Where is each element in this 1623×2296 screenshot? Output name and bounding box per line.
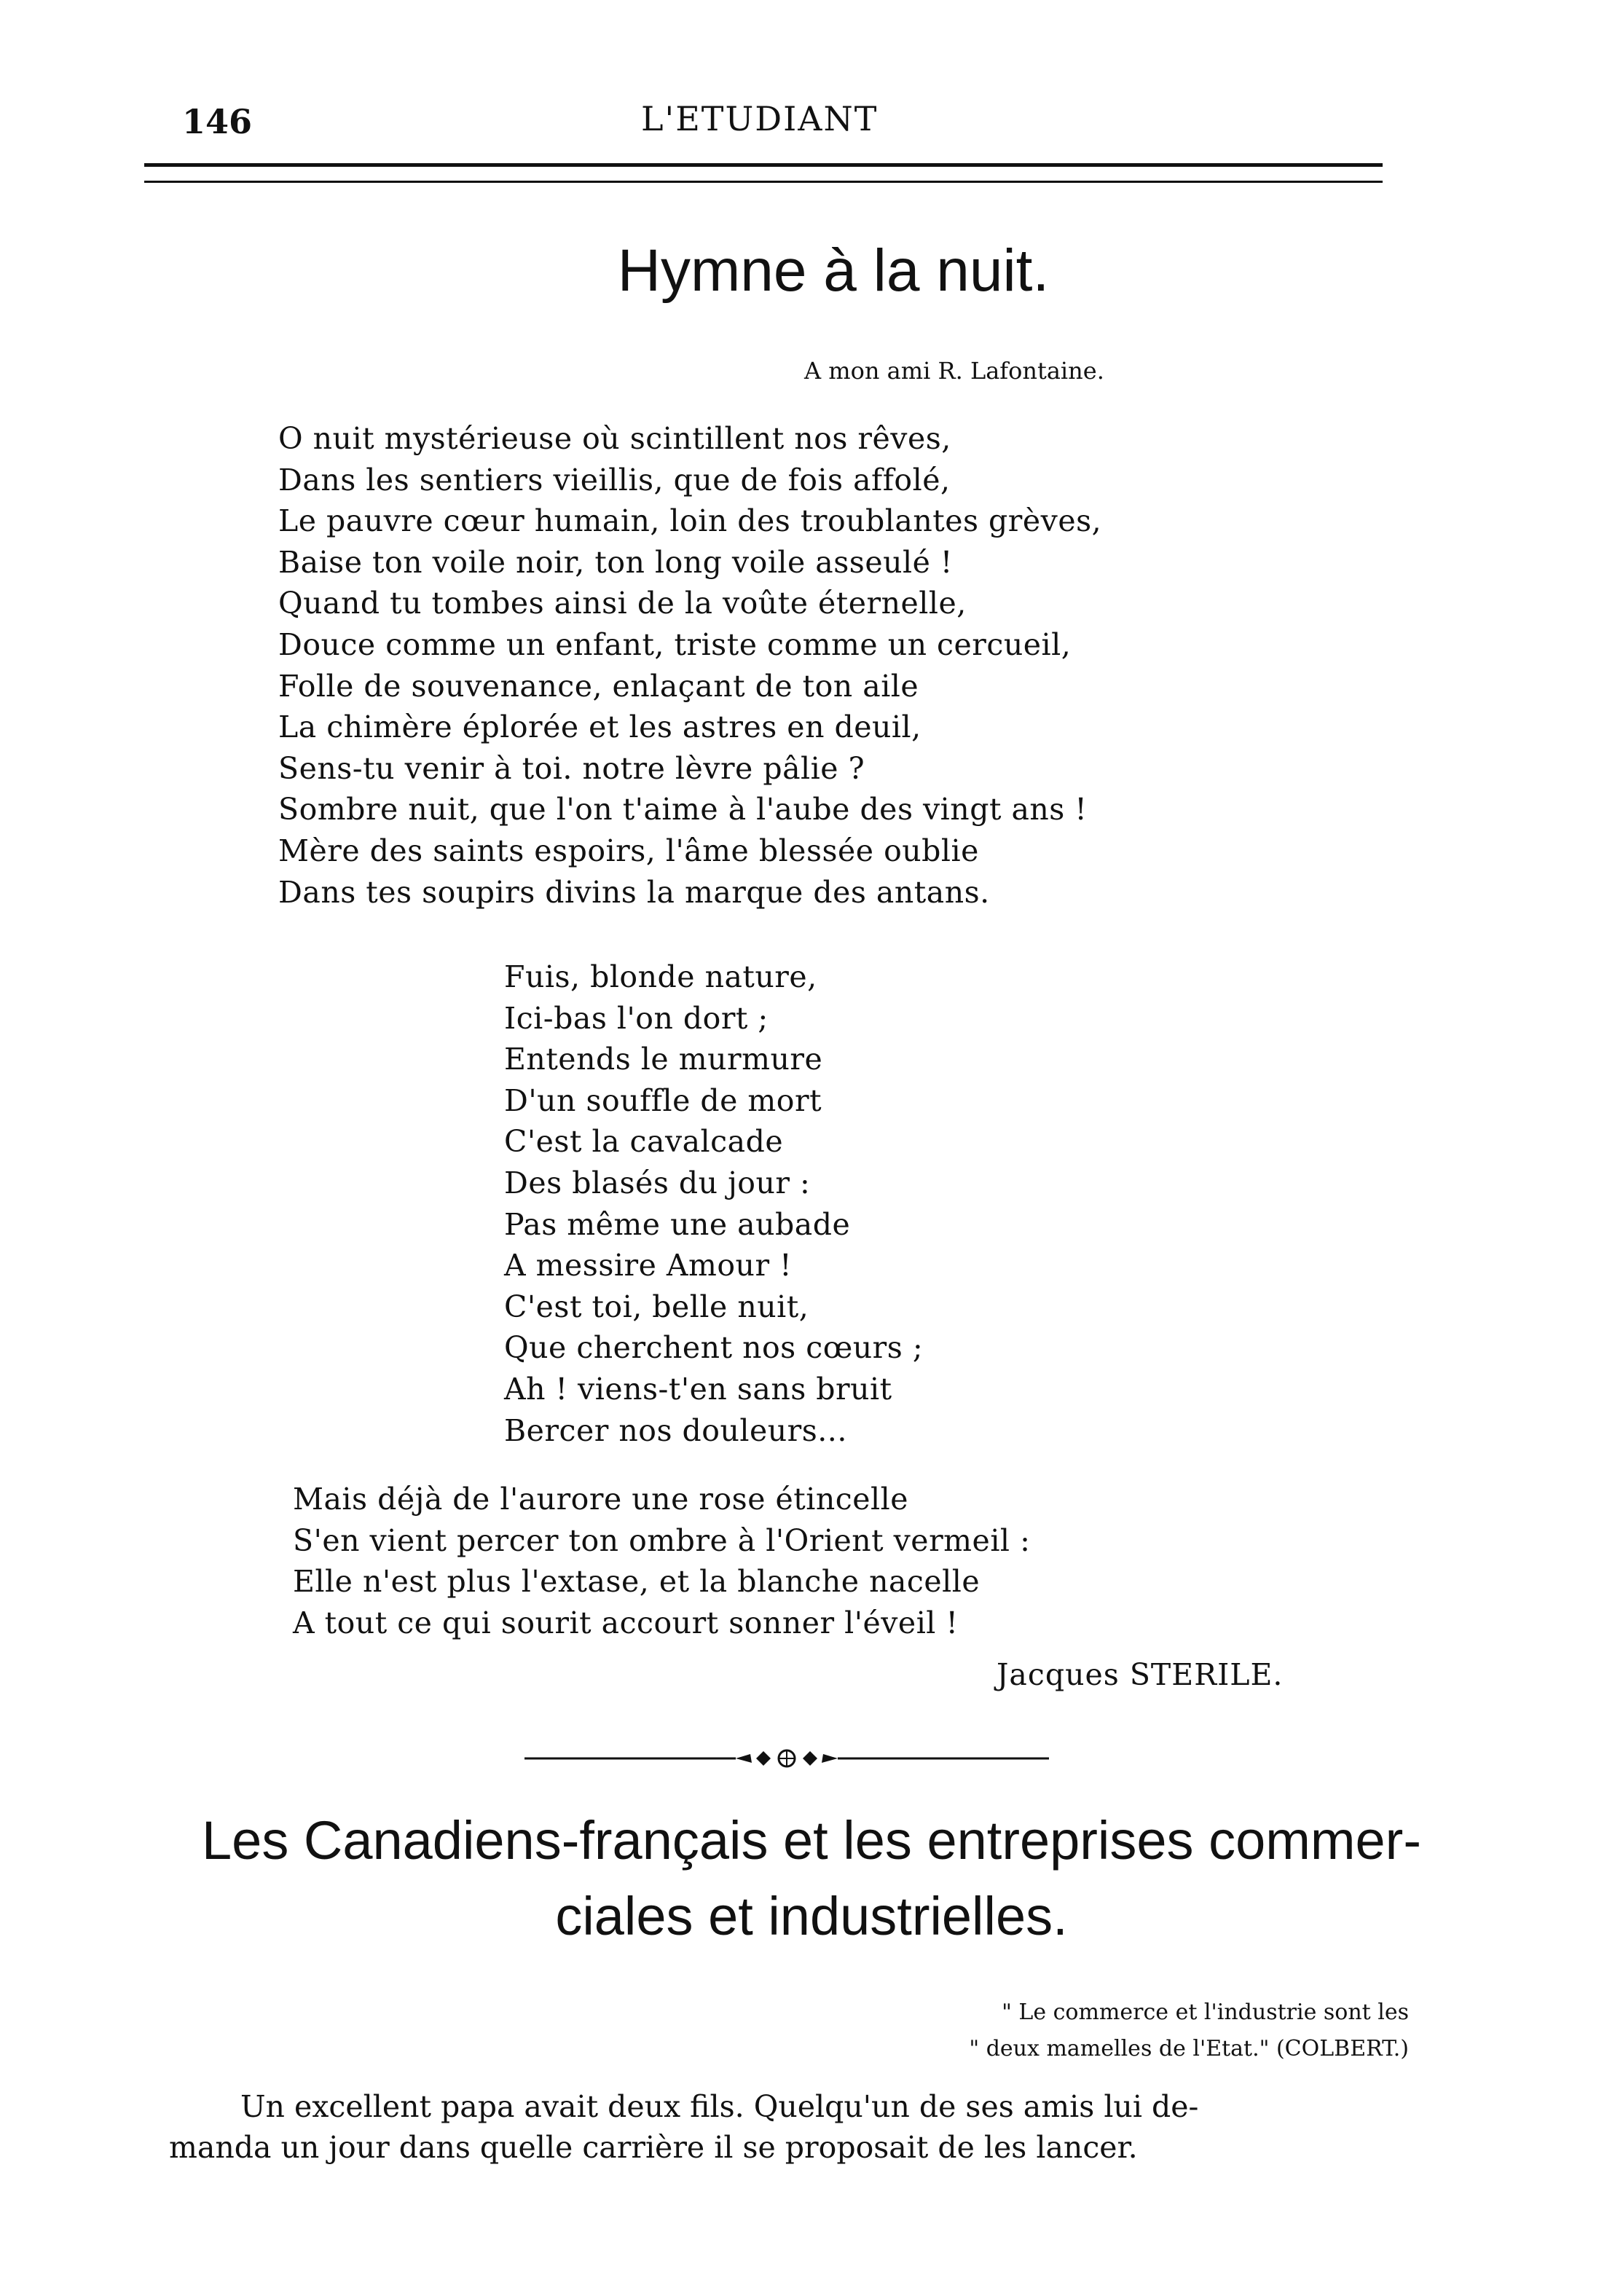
verse-line: Mère des saints espoirs, l'âme blessée oublie <box>278 833 979 868</box>
article-title-line-1: Les Canadiens-français et les entreprises commer- <box>202 1810 1421 1871</box>
paragraph-line: Un excellent papa avait deux fils. Quelqu'un de ses amis lui de- <box>240 2089 1199 2124</box>
verse-line: Le pauvre cœur humain, loin des troublantes grèves, <box>278 503 1102 539</box>
epigraph-line-1: " Le commerce et l'industrie sont les <box>1002 2000 1409 2025</box>
epigraph-line-2: " deux mamelles de l'Etat." (COLBERT.) <box>969 2036 1409 2061</box>
header-rule-top <box>144 163 1383 167</box>
verse-line: Ah ! viens-t'en sans bruit <box>504 1371 892 1407</box>
poem-stanza-3 <box>293 1479 1030 1643</box>
poem-stanza-1 <box>278 418 1101 913</box>
verse-line: A messire Amour ! <box>504 1248 793 1283</box>
poem-dedication: A mon ami R. Lafontaine. <box>804 357 1104 385</box>
page-number: 146 <box>182 102 253 141</box>
verse-line: Dans les sentiers vieillis, que de fois affolé, <box>278 462 951 498</box>
verse-line: C'est la cavalcade <box>504 1124 784 1160</box>
verse-line: Sens-tu venir à toi. notre lèvre pâlie ? <box>278 750 865 786</box>
paragraph-line: manda un jour dans quelle carrière il se proposait de les lancer. <box>169 2130 1138 2165</box>
article-paragraph <box>169 2086 1407 2168</box>
verse-line: Mais déjà de l'aurore une rose étincelle <box>293 1482 908 1517</box>
verse-line: A tout ce qui sourit accourt sonner l'éveil ! <box>293 1605 959 1640</box>
article-title-line-2: ciales et industrielles. <box>555 1886 1068 1946</box>
verse-line: D'un souffle de mort <box>504 1082 822 1118</box>
verse-line: Quand tu tombes ainsi de la voûte éternelle, <box>278 586 967 621</box>
verse-line: O nuit mystérieuse où scintillent nos rêves, <box>278 421 951 456</box>
ornament-divider <box>524 1747 1049 1769</box>
poem-stanza-2 <box>504 956 923 1451</box>
running-head: L'ETUDIANT <box>641 99 879 138</box>
header-rule-bottom <box>144 181 1383 183</box>
verse-line: Pas même une aubade <box>504 1206 851 1242</box>
article-epigraph <box>969 1994 1409 2067</box>
verse-line: S'en vient percer ton ombre à l'Orient vermeil : <box>293 1522 1031 1558</box>
verse-line: Des blasés du jour : <box>504 1165 811 1200</box>
verse-line: Dans tes soupirs divins la marque des antans. <box>278 874 990 910</box>
poem-title: Hymne à la nuit. <box>617 237 1050 304</box>
verse-line: Entends le murmure <box>504 1042 823 1077</box>
article-title <box>0 1803 1623 1954</box>
verse-line: Bercer nos douleurs... <box>504 1412 847 1448</box>
verse-line: La chimère éplorée et les astres en deuil, <box>278 709 921 745</box>
verse-line: Ici-bas l'on dort ; <box>504 1000 769 1036</box>
verse-line: Folle de souvenance, enlaçant de ton aile <box>278 668 919 704</box>
verse-line: Elle n'est plus l'extase, et la blanche nacelle <box>293 1564 981 1600</box>
verse-line: Baise ton voile noir, ton long voile asseulé ! <box>278 544 953 580</box>
verse-line: C'est toi, belle nuit, <box>504 1289 809 1324</box>
verse-line: Douce comme un enfant, triste comme un cercueil, <box>278 626 1072 662</box>
verse-line: Que cherchent nos cœurs ; <box>504 1330 924 1366</box>
verse-line: Fuis, blonde nature, <box>504 959 817 994</box>
verse-line: Sombre nuit, que l'on t'aime à l'aube des vingt ans ! <box>278 792 1088 827</box>
poem-signature: Jacques STERILE. <box>997 1657 1284 1692</box>
